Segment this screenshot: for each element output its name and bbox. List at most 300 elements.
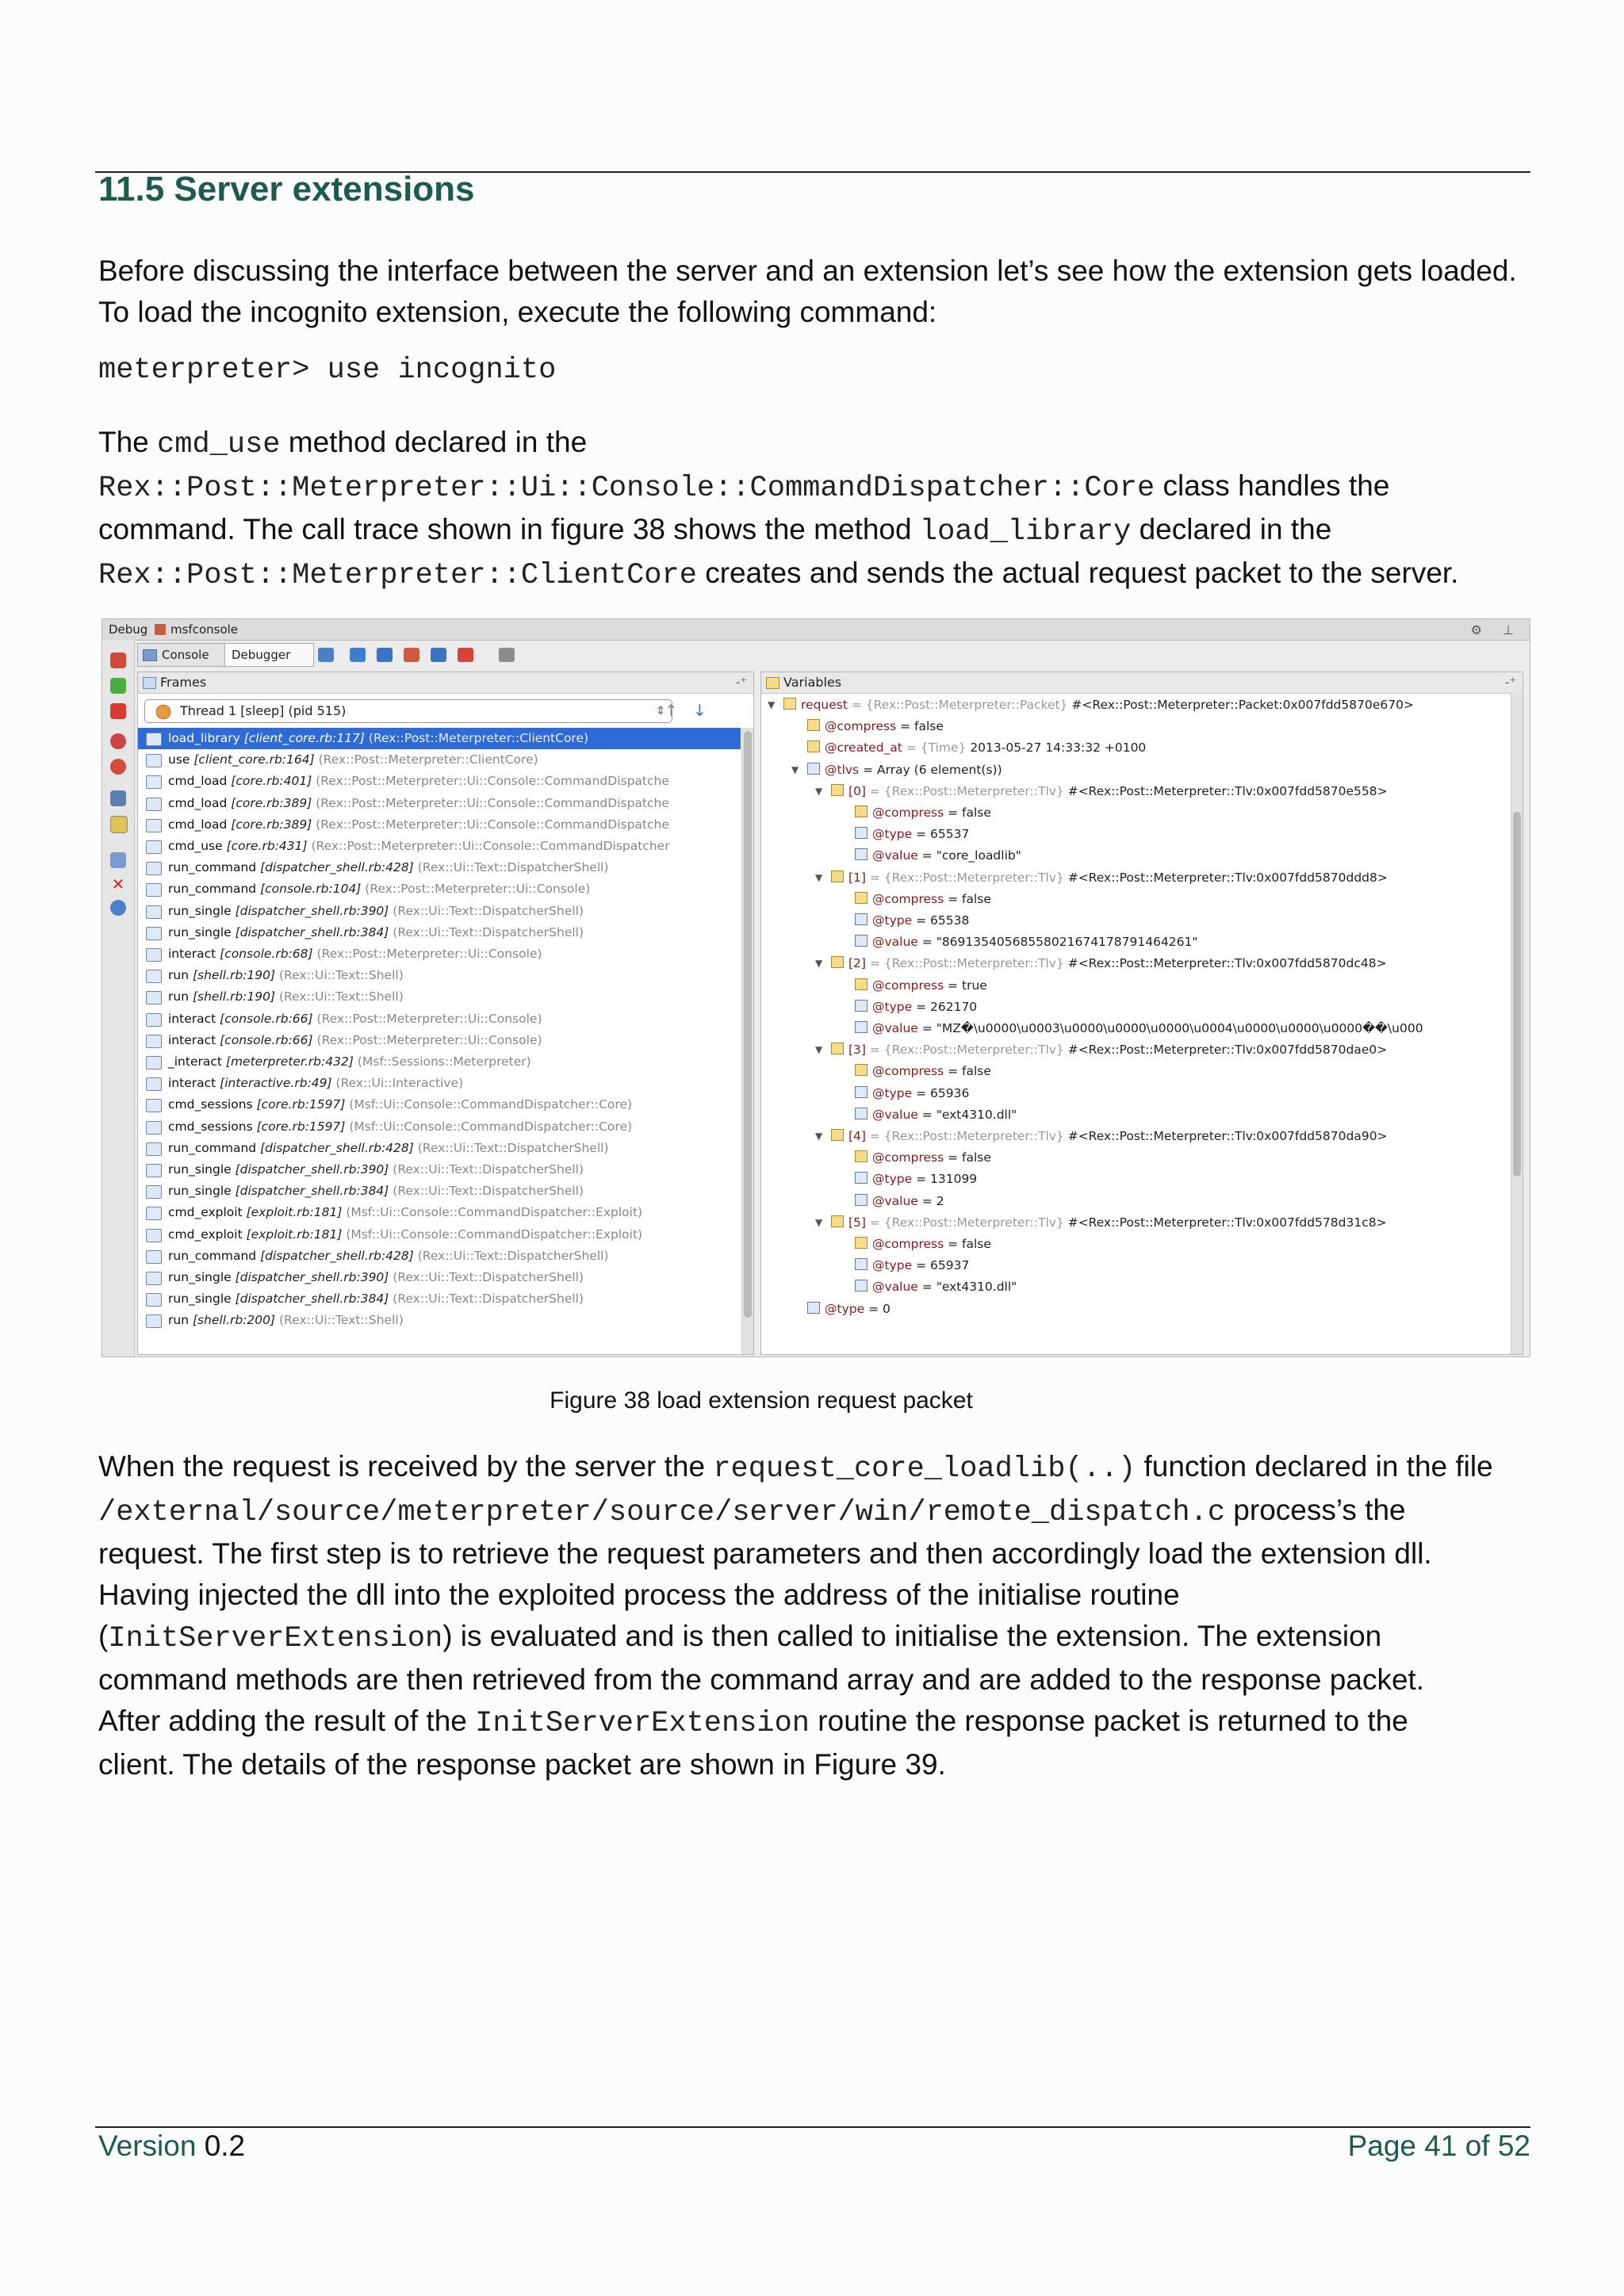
- rerun-icon[interactable]: [110, 652, 126, 668]
- variable-row[interactable]: [855, 910, 969, 932]
- variable-name: @type: [872, 1172, 913, 1187]
- variable-row[interactable]: [855, 975, 987, 997]
- expand-arrow-icon[interactable]: ▼: [768, 699, 776, 710]
- object-icon: [831, 956, 844, 968]
- variable-name: request: [801, 698, 848, 712]
- variable-type: = {Rex::Post::Meterpreter::Tlv}: [869, 1043, 1064, 1058]
- variable-value: = "ext4310.dll": [921, 1107, 1017, 1122]
- variable-name: @compress: [872, 1237, 944, 1251]
- object-icon: [831, 1043, 844, 1054]
- value-icon: [855, 1280, 868, 1292]
- object-icon: [807, 719, 820, 731]
- frame-icon: [146, 798, 162, 811]
- variable-value: = 65937: [916, 1258, 970, 1273]
- variable-value: = "core_loadlib": [921, 848, 1021, 863]
- frame-icon: [146, 927, 162, 940]
- expand-arrow-icon[interactable]: ▼: [815, 1131, 823, 1142]
- frame-row[interactable]: [138, 901, 741, 922]
- value-icon: [855, 848, 868, 860]
- frame-location: [console.rb:66]: [220, 1011, 313, 1026]
- force-step-into-icon[interactable]: [404, 648, 419, 662]
- frame-method: run_single: [168, 1270, 232, 1284]
- mute-breakpoints-icon[interactable]: [110, 759, 126, 775]
- frame-row[interactable]: [138, 771, 741, 792]
- frame-icon: [146, 905, 162, 919]
- frame-row[interactable]: [138, 1073, 741, 1094]
- frame-row[interactable]: [138, 857, 741, 878]
- variable-type: = {Rex::Post::Meterpreter::Tlv}: [869, 1129, 1064, 1143]
- frame-row[interactable]: [138, 1008, 741, 1030]
- minimize-icon[interactable]: ⊥: [1503, 622, 1514, 637]
- object-icon: [783, 698, 796, 710]
- variable-row[interactable]: [815, 1039, 1388, 1061]
- close-icon[interactable]: ✕: [111, 874, 125, 894]
- variable-row[interactable]: [855, 1061, 991, 1082]
- frame-icon: [146, 1207, 162, 1220]
- panel-menu-icon[interactable]: -⁺: [1504, 675, 1516, 690]
- variable-row[interactable]: [855, 1276, 1017, 1298]
- variable-type: = {Time}: [906, 740, 967, 756]
- frame-class: (Rex::Ui::Text::DispatcherShell): [393, 924, 584, 939]
- frame-method: run_command: [168, 1140, 257, 1155]
- frame-icon: [146, 1314, 162, 1328]
- frame-icon: [146, 862, 162, 875]
- frame-method: cmd_sessions: [168, 1119, 253, 1134]
- version-number: 0.2: [204, 2130, 246, 2162]
- thread-icon: [156, 705, 170, 719]
- variable-row[interactable]: [807, 716, 944, 737]
- debugger-screenshot: [102, 618, 1530, 1357]
- variable-row[interactable]: [855, 802, 991, 824]
- frame-location: [shell.rb:190]: [192, 989, 276, 1004]
- frame-class: (Rex::Ui::Text::DispatcherShell): [393, 1184, 584, 1199]
- variable-name: [5]: [848, 1215, 866, 1230]
- frame-row[interactable]: [138, 1224, 741, 1246]
- variable-name: @compress: [872, 1150, 944, 1165]
- variable-value: = 65936: [916, 1085, 970, 1100]
- object-icon: [855, 1150, 868, 1162]
- frame-class: (Rex::Post::Meterpreter::Ui::Console): [316, 947, 542, 961]
- frame-method: interact: [168, 1032, 216, 1047]
- frame-class: (Rex::Post::Meterpreter::ClientCore): [318, 752, 538, 767]
- frame-method: interact: [168, 1011, 216, 1026]
- variable-value: = 65538: [916, 913, 970, 928]
- expand-arrow-icon[interactable]: ▼: [815, 871, 823, 883]
- variable-value: = "MZ�\u0000\u0003\u0000\u0000\u0000\u0004\u0000\u0000\u0000��\u000: [921, 1021, 1423, 1035]
- variable-name: @type: [825, 1301, 865, 1316]
- variable-value: = false: [948, 1064, 991, 1079]
- variable-row[interactable]: [855, 1104, 1017, 1126]
- frame-row[interactable]: [138, 965, 741, 986]
- variables-scroll-thumb[interactable]: [1513, 812, 1521, 1177]
- object-icon: [831, 784, 844, 796]
- frame-row[interactable]: [138, 749, 741, 771]
- frame-row[interactable]: [138, 1246, 741, 1267]
- variable-value: #<Rex::Post::Meterpreter::Tlv:0x007fdd5870dae0>: [1063, 1043, 1388, 1058]
- variable-type: = {Rex::Post::Meterpreter::Packet}: [851, 698, 1068, 712]
- variable-value: = 131099: [916, 1172, 978, 1187]
- version-label: Version: [98, 2130, 197, 2162]
- value-icon: [855, 1086, 868, 1098]
- window-title: msfconsole: [170, 622, 239, 637]
- frame-method: cmd_use: [168, 839, 223, 853]
- dropdown-icon: ⇕: [656, 705, 665, 718]
- object-icon: [855, 806, 868, 817]
- variables-header: [761, 672, 1522, 694]
- variable-row[interactable]: [855, 1234, 991, 1255]
- frame-class: (Rex::Ui::Text::DispatcherShell): [417, 860, 609, 875]
- frame-row[interactable]: [138, 836, 741, 857]
- variable-name: @compress: [872, 1064, 944, 1079]
- variable-name: @value: [872, 1107, 918, 1122]
- variable-value: = false: [948, 1237, 991, 1251]
- variable-row[interactable]: [855, 889, 991, 910]
- frame-class: (Rex::Post::Meterpreter::Ui::Console::CommandDispatche: [316, 795, 669, 810]
- tab-console-label: Console: [162, 648, 209, 662]
- frame-row[interactable]: [138, 1116, 741, 1138]
- frame-row[interactable]: [138, 1267, 741, 1288]
- frame-row[interactable]: [138, 878, 741, 900]
- variable-row[interactable]: [815, 953, 1387, 974]
- panel-menu-icon[interactable]: -⁺: [735, 675, 747, 690]
- variable-name: @value: [872, 1280, 918, 1295]
- frame-location: [core.rb:431]: [226, 839, 308, 853]
- variable-row[interactable]: [815, 867, 1388, 889]
- variable-value: = 262170: [916, 999, 978, 1014]
- variables-tree: [761, 693, 1510, 1354]
- value-icon: [855, 827, 868, 839]
- frame-method: run: [168, 1313, 190, 1328]
- frame-icon: [146, 1250, 162, 1264]
- frame-location: [shell.rb:200]: [192, 1313, 276, 1328]
- frame-location: [console.rb:66]: [220, 1032, 313, 1047]
- resume-icon[interactable]: [110, 678, 126, 694]
- frame-location: [meterpreter.rb:432]: [225, 1054, 354, 1069]
- variable-row[interactable]: [855, 1191, 944, 1212]
- help-icon[interactable]: [110, 900, 126, 916]
- variable-row[interactable]: [791, 760, 1002, 781]
- variable-name: @type: [872, 827, 913, 842]
- frame-row[interactable]: [138, 1202, 741, 1223]
- frame-location: [dispatcher_shell.rb:428]: [260, 1248, 414, 1263]
- value-icon: [855, 1194, 868, 1206]
- frame-icon: [146, 1229, 162, 1242]
- variable-value: = 2: [921, 1193, 944, 1208]
- frame-location: [client_core.rb:164]: [193, 752, 315, 767]
- frame-location: [dispatcher_shell.rb:428]: [260, 1140, 414, 1155]
- variable-name: @type: [872, 1085, 913, 1100]
- object-icon: [831, 871, 844, 882]
- frame-method: cmd_exploit: [168, 1205, 243, 1220]
- variable-name: @compress: [872, 978, 944, 993]
- footer-page-number: Page 41 of 52: [1347, 2130, 1530, 2162]
- frames-title: Frames: [160, 675, 207, 690]
- run-to-cursor-icon[interactable]: [458, 648, 473, 662]
- frame-class: (Rex::Ui::Interactive): [335, 1076, 464, 1091]
- frame-location: [dispatcher_shell.rb:428]: [260, 860, 414, 875]
- expand-arrow-icon[interactable]: ▼: [815, 1044, 823, 1056]
- frames-list: [138, 728, 741, 1354]
- frame-method: interact: [168, 947, 216, 961]
- frame-row[interactable]: [138, 922, 741, 943]
- breakpoints-icon[interactable]: [110, 733, 126, 749]
- frame-method: run_single: [168, 924, 232, 939]
- frame-method: cmd_load: [168, 774, 228, 789]
- frame-icon: [146, 970, 162, 983]
- frames-panel: [137, 672, 754, 1355]
- frame-class: (Rex::Post::Meterpreter::Ui::Console::CommandDispatcher: [311, 839, 670, 853]
- value-icon: [855, 1108, 868, 1119]
- frame-class: (Rex::Post::Meterpreter::Ui::Console): [316, 1032, 542, 1047]
- frame-icon: [146, 1121, 162, 1135]
- variable-value: 2013-05-27 14:33:32 +0100: [966, 740, 1147, 756]
- frame-location: [interactive.rb:49]: [220, 1076, 332, 1091]
- variable-type: = {Rex::Post::Meterpreter::Tlv}: [869, 783, 1064, 798]
- variable-value: = "ext4310.dll": [921, 1280, 1017, 1295]
- expand-arrow-icon[interactable]: ▼: [815, 1216, 823, 1228]
- frame-class: (Msf::Ui::Console::CommandDispatcher::Exploit): [346, 1226, 643, 1242]
- variable-row[interactable]: [855, 1255, 969, 1276]
- frame-row[interactable]: [138, 1030, 741, 1051]
- variable-name: @value: [872, 848, 918, 863]
- variable-name: @created_at: [825, 740, 902, 756]
- frame-icon: [146, 1142, 162, 1156]
- variable-row[interactable]: [807, 1299, 891, 1320]
- object-icon: [831, 1129, 844, 1141]
- frame-icon: [146, 775, 162, 789]
- window-label: Debug: [109, 622, 148, 637]
- frame-row[interactable]: [138, 986, 741, 1008]
- frame-icon: [146, 1293, 162, 1307]
- frames-scrollbar[interactable]: [741, 728, 753, 1354]
- console-icon: [143, 649, 157, 661]
- frame-row[interactable]: [138, 728, 741, 749]
- variable-value: #<Rex::Post::Meterpreter::Tlv:0x007fdd5870dc48>: [1063, 956, 1387, 971]
- variable-name: @type: [872, 1258, 913, 1273]
- variable-value: #<Rex::Post::Meterpreter::Tlv:0x007fdd5870ddd8>: [1063, 870, 1388, 885]
- variable-name: @compress: [872, 891, 944, 906]
- frame-method: run_command: [168, 882, 257, 897]
- object-icon: [855, 892, 868, 904]
- frame-class: (Rex::Post::Meterpreter::Ui::Console::CommandDispatche: [316, 817, 669, 832]
- frame-method: cmd_exploit: [168, 1226, 243, 1242]
- up-arrow-icon[interactable]: ↑: [665, 701, 678, 720]
- variable-value: #<Rex::Post::Meterpreter::Packet:0x007fdd5870e670>: [1067, 698, 1414, 712]
- gear-icon[interactable]: ⚙: [1470, 622, 1482, 637]
- variable-name: @compress: [872, 806, 944, 820]
- variable-row[interactable]: [855, 1169, 977, 1190]
- frame-row[interactable]: [138, 1094, 741, 1115]
- variable-value: = true: [948, 978, 987, 993]
- tab-debugger-label: Debugger: [232, 648, 291, 662]
- thread-select[interactable]: [144, 699, 672, 723]
- variable-row[interactable]: [815, 781, 1388, 802]
- frame-location: [core.rb:401]: [231, 774, 312, 789]
- frame-row[interactable]: [138, 814, 741, 836]
- variable-value: #<Rex::Post::Meterpreter::Tlv:0x007fdd5870da90>: [1063, 1129, 1388, 1143]
- value-icon: [855, 935, 868, 947]
- variable-value: = false: [948, 806, 991, 820]
- variables-title: Variables: [783, 675, 842, 690]
- frame-method: run_command: [168, 1248, 257, 1263]
- frame-method: interact: [168, 1076, 216, 1091]
- object-icon: [831, 1215, 844, 1227]
- frame-icon: [146, 1272, 162, 1285]
- window-titlebar: [102, 619, 1530, 641]
- frame-icon: [146, 1164, 162, 1177]
- frame-class: (Rex::Ui::Text::Shell): [279, 968, 404, 983]
- variable-row[interactable]: [855, 997, 977, 1018]
- step-into-icon[interactable]: [377, 648, 393, 662]
- frame-location: [exploit.rb:181]: [246, 1205, 343, 1220]
- variable-row[interactable]: [855, 1147, 991, 1169]
- frame-class: (Rex::Ui::Text::DispatcherShell): [417, 1248, 609, 1263]
- tab-debugger[interactable]: [224, 643, 314, 667]
- frame-location: [dispatcher_shell.rb:390]: [235, 1270, 389, 1284]
- frame-method: run: [168, 968, 190, 983]
- frame-method: run_single: [168, 1162, 232, 1177]
- frame-method: run_command: [168, 860, 257, 875]
- variable-value: #<Rex::Post::Meterpreter::Tlv:0x007fdd5870e558>: [1063, 783, 1388, 798]
- frame-location: [dispatcher_shell.rb:384]: [235, 1292, 389, 1307]
- value-icon: [855, 1172, 868, 1184]
- frame-icon: [146, 1099, 162, 1112]
- variable-name: @type: [872, 999, 913, 1014]
- frame-row[interactable]: [138, 1159, 741, 1181]
- frame-location: [core.rb:389]: [231, 817, 312, 832]
- footer-rule: [95, 2126, 1530, 2128]
- frame-location: [dispatcher_shell.rb:384]: [235, 1184, 389, 1199]
- variable-row[interactable]: [855, 1083, 969, 1104]
- variable-name: [4]: [848, 1129, 866, 1143]
- frame-class: (Rex::Post::Meterpreter::Ui::Console::CommandDispatche: [316, 774, 669, 789]
- variable-row[interactable]: [807, 737, 1146, 759]
- frame-method: use: [168, 752, 190, 767]
- variable-name: @type: [872, 913, 913, 928]
- variable-name: [3]: [848, 1043, 866, 1058]
- frames-scroll-thumb[interactable]: [744, 731, 752, 1318]
- variable-row[interactable]: [815, 1212, 1387, 1234]
- frame-row[interactable]: [138, 793, 741, 814]
- frame-method: cmd_sessions: [168, 1097, 253, 1112]
- value-icon: [807, 1302, 820, 1314]
- variable-value: #<Rex::Post::Meterpreter::Tlv:0x007fdd578d31c8>: [1063, 1215, 1387, 1230]
- frame-row[interactable]: [138, 1288, 741, 1310]
- frame-class: (Rex::Post::Meterpreter::Ui::Console): [316, 1011, 542, 1026]
- frame-row[interactable]: [138, 943, 741, 965]
- variable-value: = false: [900, 719, 944, 734]
- frame-method: cmd_load: [168, 795, 228, 810]
- frame-class: (Msf::Ui::Console::CommandDispatcher::Exploit): [346, 1205, 643, 1220]
- frame-icon: [146, 1077, 162, 1091]
- paragraph-cmd-use: The cmd_use method declared in the Rex::Post::Meterpreter::Ui::Console::CommandDispatcher::Core class handles the command. The call trace shown in figure 38 shows the method load_library declared in the Rex::Post::Meterpreter::ClientCore creates and sends the actual request packet to the server.: [98, 426, 1459, 592]
- frame-class: (Rex::Ui::Text::Shell): [279, 989, 404, 1004]
- object-icon: [855, 1064, 868, 1076]
- thread-label: Thread 1 [sleep] (pid 515): [180, 703, 347, 718]
- frame-icon: [146, 1013, 162, 1027]
- command-example: meterpreter> use incognito: [98, 354, 557, 387]
- frame-icon: [146, 840, 162, 854]
- variable-row[interactable]: [768, 695, 1414, 716]
- object-icon: [855, 978, 868, 990]
- object-icon: [807, 740, 820, 752]
- section-heading: 11.5 Server extensions: [98, 170, 475, 209]
- variable-name: [0]: [848, 783, 866, 798]
- show-execution-point-icon[interactable]: [318, 648, 334, 662]
- variable-row[interactable]: [855, 1018, 1423, 1039]
- frame-class: (Rex::Ui::Text::DispatcherShell): [393, 1270, 584, 1284]
- frame-location: [console.rb:68]: [220, 947, 313, 961]
- variables-scrollbar[interactable]: [1511, 693, 1522, 1354]
- step-over-icon[interactable]: [350, 648, 366, 662]
- frame-icon: [146, 1185, 162, 1199]
- expand-arrow-icon[interactable]: ▼: [791, 763, 799, 775]
- frame-icon: [146, 819, 162, 832]
- frame-row[interactable]: [138, 1051, 741, 1073]
- evaluate-expression-icon[interactable]: [499, 648, 515, 662]
- frame-method: run: [168, 989, 190, 1004]
- variable-type: = {Rex::Post::Meterpreter::Tlv}: [869, 1215, 1064, 1230]
- frame-location: [dispatcher_shell.rb:384]: [235, 924, 389, 939]
- frame-location: [core.rb:1597]: [256, 1119, 346, 1134]
- frame-method: run_single: [168, 903, 232, 918]
- variable-name: [1]: [848, 870, 866, 885]
- frames-header: [138, 672, 753, 694]
- footer-version: [98, 2130, 245, 2163]
- value-icon: [855, 1258, 868, 1270]
- pin-icon[interactable]: [110, 852, 126, 868]
- figure-caption: Figure 38 load extension request packet: [550, 1387, 973, 1414]
- variable-row[interactable]: [815, 1126, 1388, 1147]
- variable-value: = false: [948, 891, 991, 906]
- frame-location: [dispatcher_shell.rb:390]: [235, 903, 389, 918]
- frame-row[interactable]: [138, 1181, 741, 1202]
- variable-value: = false: [948, 1150, 991, 1165]
- value-icon: [807, 763, 820, 775]
- frame-class: (Msf::Ui::Console::CommandDispatcher::Core): [349, 1119, 633, 1134]
- variable-row[interactable]: [855, 932, 1198, 953]
- settings-icon[interactable]: [110, 816, 128, 833]
- variable-value: = "86913540568558021674178791464261": [921, 935, 1198, 950]
- frame-icon: [146, 883, 162, 897]
- variable-row[interactable]: [855, 824, 969, 845]
- expand-arrow-icon[interactable]: ▼: [815, 958, 823, 970]
- variable-row[interactable]: [855, 845, 1021, 867]
- step-out-icon[interactable]: [431, 648, 446, 662]
- frame-location: [exploit.rb:181]: [246, 1226, 343, 1242]
- value-icon: [855, 1021, 868, 1033]
- frame-location: [console.rb:104]: [260, 882, 362, 897]
- variables-panel: [760, 672, 1523, 1355]
- variable-type: = {Rex::Post::Meterpreter::Tlv}: [869, 956, 1064, 971]
- frame-method: load_library: [168, 731, 240, 745]
- frame-row[interactable]: [138, 1138, 741, 1159]
- frame-location: [client_core.rb:117]: [243, 731, 365, 745]
- stop-icon[interactable]: [110, 703, 126, 719]
- variable-value: = Array (6 element(s)): [863, 762, 1002, 777]
- left-toolbar: [102, 640, 135, 1357]
- frame-icon: [146, 754, 162, 767]
- down-arrow-icon[interactable]: ↓: [693, 701, 707, 720]
- frame-row[interactable]: [138, 1310, 741, 1331]
- frame-method: _interact: [168, 1054, 222, 1069]
- frame-location: [shell.rb:190]: [192, 968, 276, 983]
- frame-class: (Rex::Ui::Text::DispatcherShell): [393, 1292, 584, 1307]
- frame-icon: [146, 948, 162, 962]
- expand-arrow-icon[interactable]: ▼: [815, 785, 823, 797]
- app-icon: [155, 624, 166, 635]
- restore-layout-icon[interactable]: [110, 790, 126, 806]
